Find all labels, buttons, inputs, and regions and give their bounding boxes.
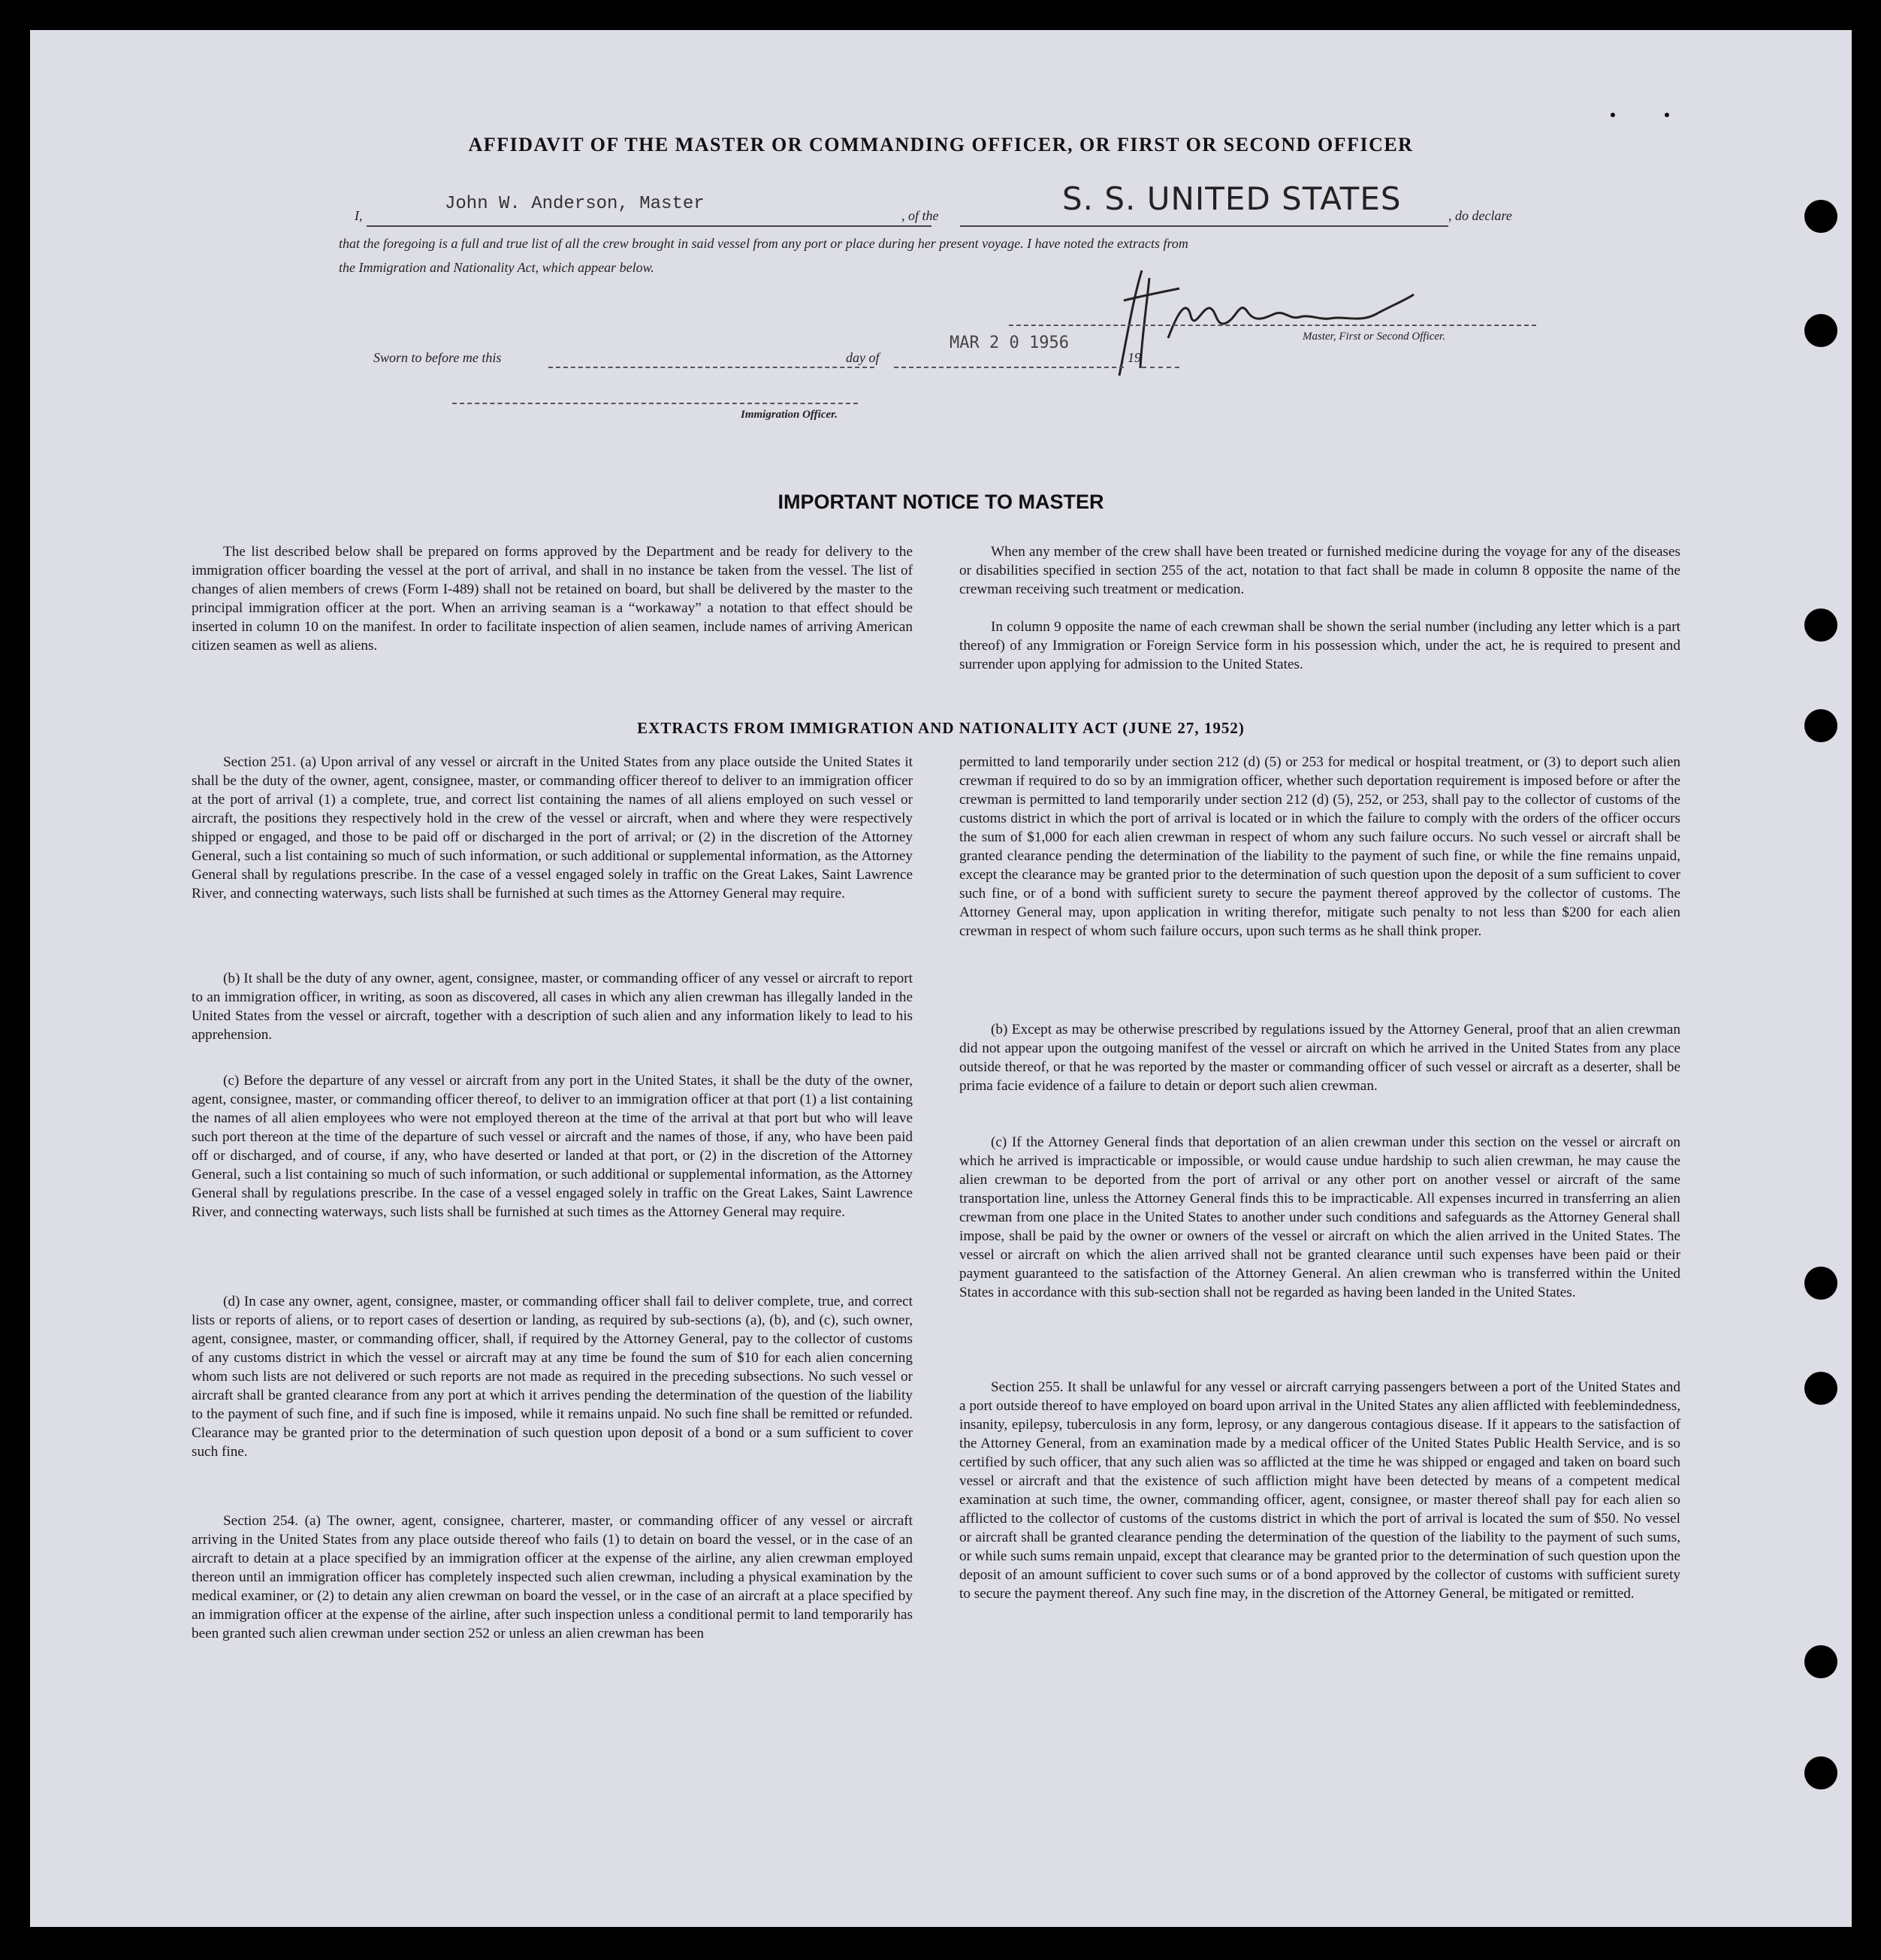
section-254-a: Section 254. (a) The owner, agent, consignee, charterer, master, or commanding officer of any vessel or aircraft arriving in the United States from any place outside thereof who fails (1) to detain on board the vessel, or in the case of an aircraft to detain at a place specified by an immigration officer at the expense of the airline, any alien crewman employed thereon until an immigration officer has completely inspected such alien crewman, including a physical examination by the medical examiner, or (2) to detain any alien crewman on board the vessel, or in the case of an aircraft at a place specified by an immigration officer at the expense of the airline, after such inspection unless a conditional permit to land temporarily has been granted such alien crewman under section 252 or unless an alien crewman has been xyxy=(192,1513,913,1641)
officer-line xyxy=(452,403,858,404)
name-line xyxy=(367,225,931,227)
notice-paragraph-right-1: When any member of the crew shall have been treated or furnished medicine during the voyage for any of the diseases or disabilities specified in section 255 of the act, notation to that fact shall be made in column 8 opposite the name of the crewman receiving such treatment or medication. xyxy=(959,544,1680,597)
sworn-label: Sworn to before me this xyxy=(373,350,502,365)
signature-line xyxy=(1009,325,1536,326)
section-255: Section 255. It shall be unlawful for any vessel or aircraft carrying passengers between a port of the United States and a port outside thereof to have employed on board upon arrival in the United States any alien afflicted with feeblemindedness, insanity, epilepsy, tuberculosis in any form, leprosy, or any dangerous contagious disease. If it appears to the satisfaction of the Attorney General, from an examination made by a medical officer of the United States Public Health Service, and is so certified by such officer, that any such alien was so afflicted at the time he was shipped or engaged and taken on board such vessel or aircraft and that the existence of such affliction might have been detected by means of a competent medical examination at such time, the owner, commanding officer, agent, consignee, or master thereof shall pay for each alien so afflicted to the collector of customs of the customs district in which the port of arrival is located the sum of $50. No vessel or aircraft shall be granted clearance pending the determination of the question of the liability to the payment of such sums, or while such sums remain unpaid, except that clearance may be granted prior to the determination of such question upon the deposit of an amount sufficient to cover such sums or of a bond approved by the collector of customs with sufficient surety to secure the payment thereof. Any such fine may, in the discretion of the Attorney General, be mitigated or remitted. xyxy=(959,1379,1680,1602)
binder-hole xyxy=(1804,1756,1837,1789)
officer-caption: Immigration Officer. xyxy=(741,409,838,421)
binder-hole xyxy=(1804,609,1837,642)
do-declare-label: , do declare xyxy=(1448,208,1512,223)
notice-title: IMPORTANT NOTICE TO MASTER xyxy=(777,491,1104,513)
binder-hole xyxy=(1804,200,1837,233)
speck xyxy=(1665,113,1669,117)
binder-hole xyxy=(1804,1645,1837,1678)
binder-hole xyxy=(1804,314,1837,347)
document-page xyxy=(30,30,1852,1927)
section-254-a-continued: permitted to land temporarily under section 212 (d) (5) or 253 for medical or hospital treatment, or (3) to deport such alien crewman if required to do so by an immigration officer, whether such deportation requirement is imposed before or after the crewman is permitted to land temporarily under section 212 (d) (5), 252, or 253, shall pay to the collector of customs of the customs district in which the port of arrival is located or in which the failure to comply with the orders of the officer occurs the sum of $1,000 for each alien crewman in respect of whom any such failure occurs. No such vessel or aircraft shall be granted clearance pending the determination of the liability to the payment of such fine, or while the fine remains unpaid, except the clearance may be granted prior to the determination of such question upon the deposit of a sum sufficient to cover such fine, or of a bond with sufficient surety to secure the payment thereof approved by the collector of customs. The Attorney General may, upon application in writing therefor, mitigate such penalty to not less than $200 for each alien crewman in respect of whom such failure occurs, upon such terms as he shall think proper. xyxy=(959,754,1680,939)
sworn-day-line xyxy=(548,367,874,368)
section-251-d: (d) In case any owner, agent, consignee, master, or commanding officer shall fail to deliver complete, true, and correct lists or reports of aliens, or to report cases of desertion or landing, as required by sub-sections (a), (b), and (c), such owner, agent, consignee, master, or commanding officer, shall, if required by the Attorney General, pay to the collector of customs of any customs district in which the vessel or aircraft may at any time be found the sum of $10 for each alien concerning whom such lists are not delivered or such reports are not made as required in the preceding subsections. No such vessel or aircraft shall be granted clearance from any port at which it arrives pending the determination of the question of the liability to the payment of such fine, and if such fine is imposed, while it remains unpaid. No such fine shall be remitted or refunded. Clearance may be granted prior to the determination of such question upon deposit of a bond or a sum sufficient to cover such fine. xyxy=(192,1294,913,1460)
signature xyxy=(1097,255,1442,391)
master-caption: Master, First or Second Officer. xyxy=(1303,331,1445,343)
of-the-label: , of the xyxy=(901,208,939,223)
binder-hole xyxy=(1804,1372,1837,1405)
day-of-label: day of xyxy=(846,350,880,365)
section-251-a: Section 251. (a) Upon arrival of any vessel or aircraft in the United States from any place outside the United States it shall be the duty of the owner, agent, consignee, master, or commanding officer thereof to deliver to an immigration officer at the port of arrival (1) a complete, true, and correct list containing the names of all aliens employed on such vessel or aircraft, the positions they respectively hold in the crew of the vessel or aircraft, when and where they were respectively shipped or engaged, and those to be paid off or discharged in the port of arrival; or (2) in the discretion of the Attorney General, such a list containing so much of such information, or such additional or supplemental information, as the Attorney General shall by regulations prescribe. In the case of a vessel engaged solely in traffic on the Great Lakes, Saint Lawrence River, and connecting waterways, such lists shall be furnished at such times as the Attorney General may require. xyxy=(192,754,913,901)
section-251-b: (b) It shall be the duty of any owner, agent, consignee, master, or commanding officer of any vessel or aircraft to report to an immigration officer, in writing, as soon as discovered, all cases in which any alien crewman has illegally landed in the United States from the vessel or aircraft, together with a description of such alien and any information likely to lead to his apprehension. xyxy=(192,971,913,1043)
date-stamp: MAR 2 0 1956 xyxy=(950,334,1069,352)
section-254-b: (b) Except as may be otherwise prescribed by regulations issued by the Attorney General, proof that an alien crewman did not appear upon the outgoing manifest of the vessel or aircraft on which he arrived in the United States from any place outside thereof, or that he was reported by the master or commanding officer of such vessel or aircraft as a deserter, shall be prima facie evidence of a failure to detain or deport such alien crewman. xyxy=(959,1022,1680,1094)
statement-line-1: that the foregoing is a full and true list of all the crew brought in said vessel from any port or place during her present voyage. I have noted the extracts from xyxy=(339,236,1188,251)
typed-name: John W. Anderson, Master xyxy=(445,194,705,214)
vessel-line xyxy=(960,225,1448,227)
notice-paragraph-right-2: In column 9 opposite the name of each crewman shall be shown the serial number (including any letter which is a part thereof) of any Immigration or Foreign Service form in his possession which, under the act, he is required to present and surrender upon applying for admission to the United States. xyxy=(959,619,1680,672)
i-label: I, xyxy=(355,208,363,223)
affidavit-title: AFFIDAVIT OF THE MASTER OR COMMANDING OFFICER, OR FIRST OR SECOND OFFICER xyxy=(468,134,1414,156)
extracts-title: EXTRACTS FROM IMMIGRATION AND NATIONALITY ACT (JUNE 27, 1952) xyxy=(637,719,1245,737)
sworn-month-line xyxy=(894,367,1124,368)
year-label: , 19 xyxy=(1121,350,1141,365)
section-254-c: (c) If the Attorney General finds that deportation of an alien crewman under this section on the vessel or aircraft on which he arrived is impracticable or impossible, or would cause undue hardship to such alien crewman, he may cause the alien crewman to be deported from the port of arrival or any other port on another vessel or aircraft of the same transportation line, unless the Attorney General finds this to be impracticable. All expenses incurred in transferring an alien crewman from one place in the United States to another under such conditions and safeguards as the Attorney General shall impose, shall be paid by the owner or owners of the vessel or aircraft on which the alien arrived in the United States. The vessel or aircraft on which the alien arrived shall not be granted clearance until such expenses have been paid or their payment guaranteed to the satisfaction of the Attorney General. An alien crewman who is transferred within the United States in accordance with this sub-section shall not be regarded as having been landed in the United States. xyxy=(959,1134,1680,1300)
statement-line-2: the Immigration and Nationality Act, which appear below. xyxy=(339,260,654,275)
notice-paragraph-left: The list described below shall be prepared on forms approved by the Department and be ready for delivery to the immigration officer boarding the vessel at the port of arrival, and shall in no instance be taken from the vessel. The list of changes of alien members of crews (Form I-489) shall not be retained on board, but shall be delivered by the master to the principal immigration officer at the port. When an arriving seaman is a “workaway” a notation to that effect should be inserted in column 10 on the manifest. In order to facilitate inspection of alien seamen, include names of arriving American citizen seamen as well as aliens. xyxy=(192,544,913,654)
vessel-name: S. S. UNITED STATES xyxy=(1062,180,1402,217)
section-251-c: (c) Before the departure of any vessel or aircraft from any port in the United States, it shall be the duty of the owner, agent, consignee, master, or commanding officer thereof, to deliver to an immigration officer at that port (1) a list containing the names of all alien employees who were not employed thereon at the time of the arrival at that port but who will leave such port thereon at the time of the departure of such vessel or aircraft and the names of those, if any, who have been paid off or discharged, and of course, if any, who have deserted or landed at that port, or (2) in the discretion of the Attorney General, such a list containing so much of such information, or such additional or supplemental information, as the Attorney General shall by regulations prescribe. In the case of a vessel engaged solely in traffic on the Great Lakes, Saint Lawrence River, and connecting waterways, such lists shall be furnished at such times as the Attorney General may require. xyxy=(192,1073,913,1220)
year-line xyxy=(1142,367,1179,368)
speck xyxy=(1611,113,1615,117)
binder-hole xyxy=(1804,1267,1837,1300)
